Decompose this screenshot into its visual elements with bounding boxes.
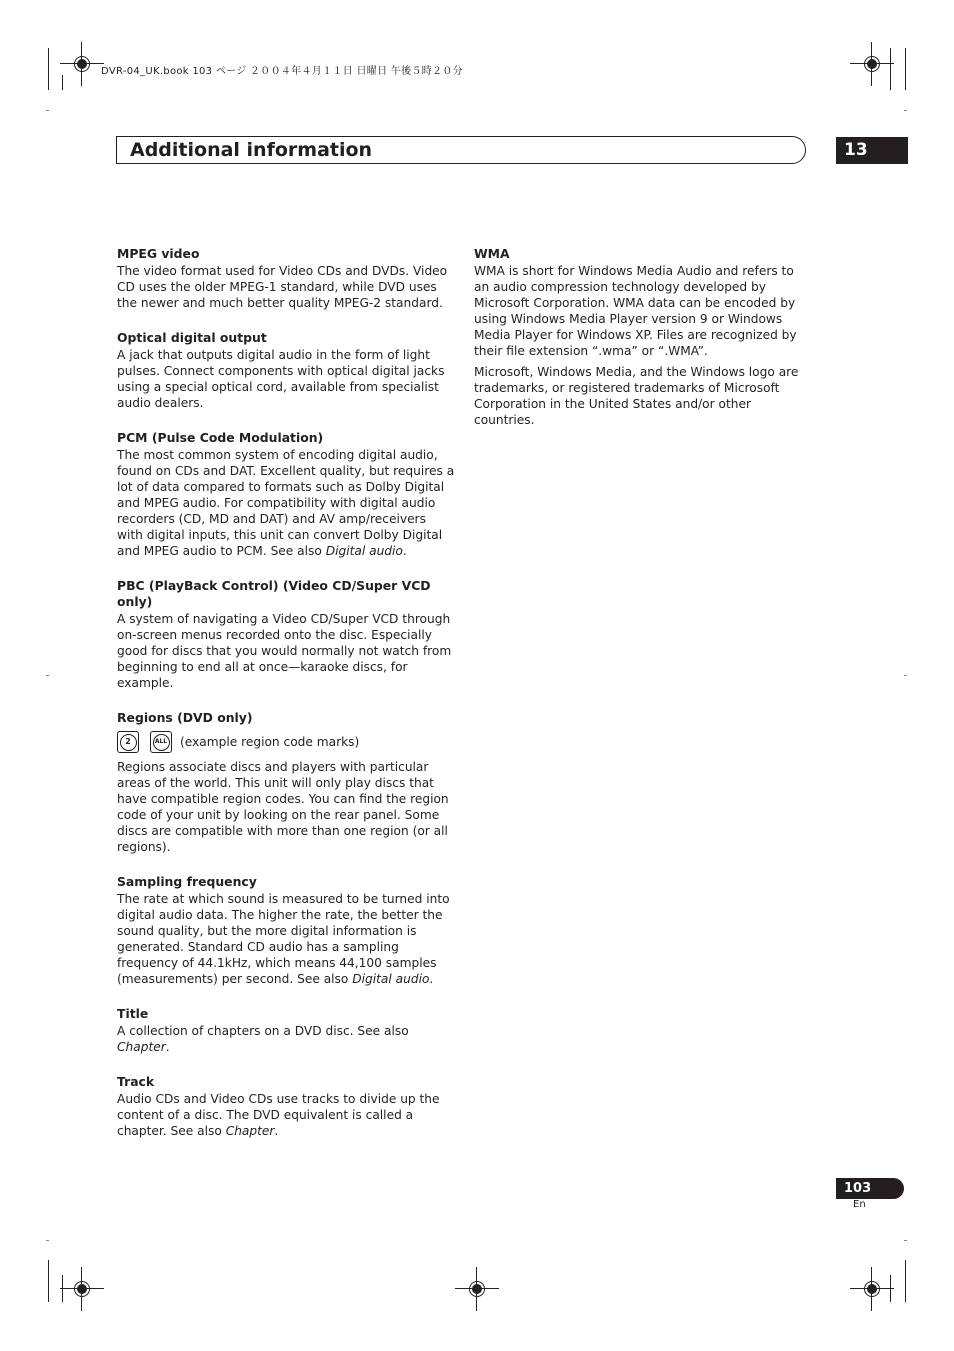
trademark-notice: Microsoft, Windows Media, and the Windows logo are trademarks, or registered trademarks of Microsoft Corporation in the United States and/or other countries. <box>474 365 799 427</box>
glossary-definition: A jack that outputs digital audio in the form of light pulses. Connect components with optical digital jacks using a special optical cord, available from specialist audio dealers. <box>117 348 445 410</box>
glossary-left-column <box>117 246 455 1158</box>
glossary-entry-pcm <box>117 430 455 559</box>
chapter-number: 13 <box>844 140 868 160</box>
region-2-icon: 2 <box>117 731 139 753</box>
glossary-entry-regions <box>117 710 455 855</box>
glossary-entry-optical-digital-output <box>117 330 455 411</box>
glossary-definition: WMA is short for Windows Media Audio and refers to an audio compression technology developed by Microsoft Corporation. WMA data can be encoded by using Windows Media Player version 9 or Windows Media Player for Windows XP. Files are recognized by their file extension “.wma” or “.WMA”. <box>474 264 797 358</box>
see-also-reference: Chapter <box>117 1040 166 1054</box>
glossary-entry-track <box>117 1074 455 1139</box>
region-all-icon: ALL <box>150 731 172 753</box>
glossary-definition: Audio CDs and Video CDs use tracks to divide up the content of a disc. The DVD equivalent is called a chapter. See also Chapter. <box>117 1092 440 1138</box>
glossary-entry-pbc <box>117 578 455 691</box>
language-code: En <box>853 1199 866 1210</box>
page-number-badge <box>836 1178 904 1199</box>
registration-mark-icon <box>860 1277 884 1301</box>
region-code-examples <box>117 731 455 753</box>
page-number: 103 <box>844 1181 872 1196</box>
registration-mark-icon <box>70 52 94 76</box>
glossary-term: MPEG video <box>117 246 200 261</box>
glossary-term: WMA <box>474 246 510 261</box>
registration-mark-icon <box>465 1277 489 1301</box>
chapter-badge <box>836 137 908 164</box>
glossary-term: Title <box>117 1006 149 1021</box>
print-header: DVR-04_UK.book 103 ページ ２００４年４月１１日 日曜日 午後５時２０分 <box>101 66 463 77</box>
glossary-term: Optical digital output <box>117 330 267 345</box>
glossary-entry-title <box>117 1006 455 1055</box>
glossary-definition: The rate at which sound is measured to be turned into digital audio data. The higher the rate, the better the sound quality, but the more digital information is generated. Standard CD audio has a sampling frequency of 44.1kHz, which means 44,100 samples (measurements) per second. See also Digital audio. <box>117 892 450 986</box>
glossary-definition: The most common system of encoding digital audio, found on CDs and DAT. Excellent quality, but requires a lot of data compared to formats such as Dolby Digital and MPEG audio. For compatibility with digital audio recorders (CD, MD and DAT) and AV amp/receivers with digital inputs, this unit can convert Dolby Digital and MPEG audio to PCM. See also Digital audio. <box>117 448 455 558</box>
see-also-reference: Digital audio <box>325 544 403 558</box>
glossary-definition: A system of navigating a Video CD/Super VCD through on-screen menus recorded onto the disc. Especially good for discs that you would normally not watch from beginning to end all at once—karaoke discs, for example. <box>117 612 452 690</box>
glossary-definition: The video format used for Video CDs and DVDs. Video CD uses the older MPEG-1 standard, while DVD uses the newer and much better quality MPEG-2 standard. <box>117 264 448 310</box>
glossary-term: Regions (DVD only) <box>117 710 253 725</box>
glossary-definition: Regions associate discs and players with particular areas of the world. This unit will only play discs that have compatible region codes. You can find the region code of your unit by looking on the rear panel. Some discs are compatible with more than one region (or all regions). <box>117 760 449 854</box>
registration-mark-icon <box>70 1277 94 1301</box>
registration-mark-icon <box>860 52 884 76</box>
glossary-entry-sampling-frequency <box>117 874 455 987</box>
page-title: Additional information <box>130 139 373 161</box>
glossary-term: Sampling frequency <box>117 874 257 889</box>
glossary-term: Track <box>117 1074 155 1089</box>
glossary-entry-mpeg-video <box>117 246 455 311</box>
glossary-entry-wma <box>474 246 809 428</box>
see-also-reference: Chapter <box>225 1124 275 1138</box>
glossary-right-column <box>474 246 809 433</box>
glossary-definition: A collection of chapters on a DVD disc. See also Chapter. <box>117 1024 409 1054</box>
glossary-term: PBC (PlayBack Control) (Video CD/Super VCD only) <box>117 578 431 609</box>
see-also-reference: Digital audio <box>352 972 430 986</box>
glossary-term: PCM (Pulse Code Modulation) <box>117 430 324 445</box>
region-caption: (example region code marks) <box>180 735 360 749</box>
section-header <box>116 136 806 164</box>
